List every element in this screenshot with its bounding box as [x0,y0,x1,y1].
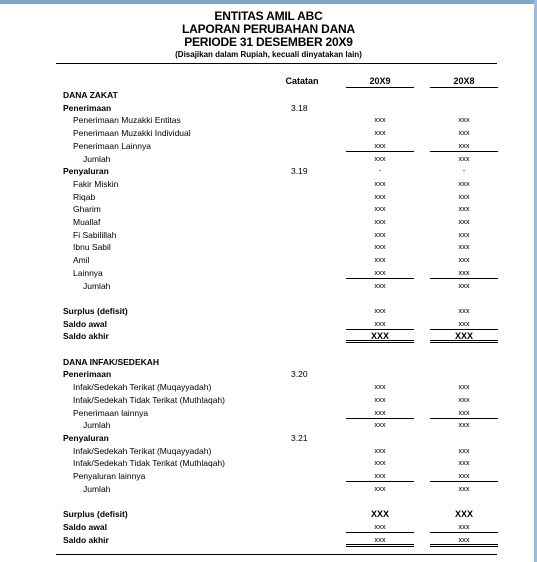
value-20x8: xxx [458,445,470,455]
report-currency-note: (Disajikan dalam Rupiah, kecuali dinyatakan lain) [175,50,362,59]
value-20x8: xxx [458,217,470,226]
table-row [0,153,537,165]
table-row [0,508,537,520]
table-row [0,114,537,126]
value-20x8: xxx [458,483,470,493]
table-row [0,178,537,190]
value-20x9: xxx [374,483,386,493]
value-20x8: xxx [458,394,470,404]
table-row [0,445,537,457]
value-20x9: xxx [374,382,386,392]
table-row [0,521,537,533]
row-label: Amil [73,255,90,266]
value-20x9: xxx [374,204,386,214]
table-row [0,330,537,342]
value-20x8: xxx [430,318,498,330]
row-note-ref: 3.21 [291,432,308,443]
row-label: Penyaluran [63,166,109,177]
table-row [0,191,537,203]
value-20x9: xxx [346,521,414,533]
value-20x8: xxx [430,521,498,533]
table-row [0,407,537,419]
row-label: Ibnu Sabil [73,242,111,253]
row-label: Jumlah [83,483,111,494]
value-20x8: xxx [458,255,470,265]
value-20x8: xxx [458,153,470,163]
value-20x9: xxx [374,217,386,226]
row-label: Infak/Sedekah Tidak Terikat (Muthlaqah) [73,394,225,405]
table-row [0,165,537,177]
value-20x9: xxx [346,267,414,279]
row-label: Infak/Sedekah Terikat (Muqayyadah) [73,382,212,393]
value-20x9: xxx [374,255,386,265]
value-20x8: xxx [458,420,470,430]
row-label: Saldo akhir [63,534,109,545]
value-20x8: XXX [430,330,498,343]
value-20x8: xxx [430,140,498,152]
row-label: Surplus (defisit) [63,509,128,520]
value-20x9: - [378,166,382,176]
table-row [0,140,537,152]
row-label: Saldo awal [63,521,107,532]
table-row [0,368,537,380]
table-row [0,483,537,495]
value-20x9: xxx [374,128,386,138]
value-20x9: xxx [346,407,414,419]
table-row [0,432,537,444]
table-row [0,229,537,241]
entity-name: ENTITAS AMIL ABC [214,9,323,23]
row-label: Surplus (defisit) [63,305,128,316]
table-row [0,356,537,368]
table-row [0,534,537,546]
column-header-20x9: 20X9 [346,76,414,88]
table-row [0,394,537,406]
value-20x9: xxx [346,534,414,547]
value-20x9: xxx [374,191,386,201]
value-20x8: xxx [430,407,498,419]
row-label: Penerimaan Muzakki Entitas [73,115,181,126]
value-20x8: xxx [430,470,498,482]
row-note-ref: 3.20 [291,369,308,380]
row-label: Penyaluran lainnya [73,471,146,481]
value-20x9: XXX [370,509,389,520]
value-20x8: xxx [458,229,470,239]
row-label: Jumlah [83,280,111,291]
value-20x8: xxx [458,382,470,392]
table-row [0,241,537,253]
row-label: Jumlah [83,420,111,431]
table-row [0,267,537,279]
table-row [0,470,537,482]
report-period: PERIODE 31 DESEMBER 20X9 [184,35,353,49]
value-20x8: xxx [458,178,470,188]
row-label: DANA ZAKAT [63,90,118,100]
value-20x9: xxx [346,470,414,482]
row-label: Muallaf [73,217,101,227]
row-label: Lainnya [73,267,103,278]
row-label: Saldo akhir [63,331,109,342]
value-20x8: xxx [458,115,470,125]
value-20x8: xxx [458,305,470,315]
value-20x8: XXX [454,509,473,520]
column-header-note: Catatan [285,76,319,86]
row-note-ref: 3.18 [291,102,308,113]
table-row [0,419,537,431]
row-label: Penerimaan Muzakki Individual [73,128,191,139]
value-20x8: xxx [458,458,470,468]
report-title: LAPORAN PERUBAHAN DANA [182,22,355,36]
row-label: Penerimaan Lainnya [73,140,151,151]
table-row [0,318,537,330]
value-20x9: xxx [374,153,386,163]
row-note-ref: 3.19 [291,166,308,177]
value-20x9: xxx [374,229,386,239]
row-label: Penerimaan lainnya [73,407,149,418]
value-20x8: xxx [430,534,498,547]
table-row [0,102,537,114]
value-20x9: xxx [374,394,386,404]
column-header-20x8: 20X8 [430,76,498,88]
value-20x8: xxx [458,242,470,252]
row-label: Penyaluran [63,432,109,443]
value-20x8: xxx [458,191,470,201]
value-20x8: xxx [430,267,498,279]
table-row [0,203,537,215]
value-20x9: xxx [374,458,386,468]
row-label: Infak/Sedekah Tidak Terikat (Muthlaqah) [73,458,225,469]
table-row [0,89,537,101]
row-label: Saldo awal [63,318,107,329]
value-20x9: xxx [374,178,386,188]
row-label: Penerimaan [63,369,112,380]
value-20x8: xxx [458,280,470,290]
value-20x9: xxx [374,242,386,252]
value-20x9: xxx [374,115,386,125]
row-label: DANA INFAK/SEDEKAH [63,356,160,367]
row-label: Riqab [73,191,96,202]
value-20x9: xxx [346,318,414,330]
value-20x8: - [462,166,466,176]
row-label: Fi Sabilillah [73,229,117,240]
row-label: Gharim [73,204,101,215]
value-20x9: xxx [374,305,386,315]
table-row [0,216,537,228]
row-label: Fakir Miskin [73,178,119,189]
table-row [0,457,537,469]
value-20x9: XXX [346,330,414,343]
table-row [0,280,537,292]
value-20x9: xxx [346,140,414,152]
value-20x8: xxx [458,128,470,138]
value-20x9: xxx [374,280,386,290]
table-row [0,305,537,317]
table-row [0,254,537,266]
value-20x9: xxx [374,445,386,455]
table-row [0,127,537,139]
table-row [0,381,537,393]
footer-rule [56,554,497,555]
value-20x8: xxx [458,204,470,214]
row-label: Infak/Sedekah Terikat (Muqayyadah) [73,445,212,456]
row-label: Penerimaan [63,102,112,113]
row-label: Jumlah [83,153,111,164]
value-20x9: xxx [374,420,386,430]
